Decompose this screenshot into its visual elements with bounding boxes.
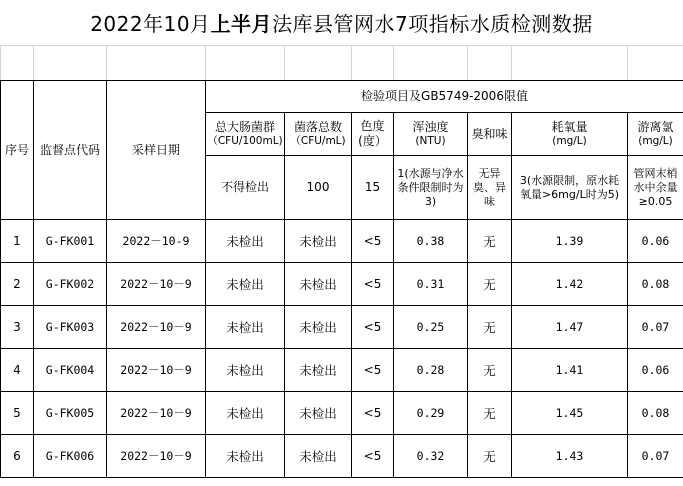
cell-seq[interactable]: 5 (1, 392, 34, 435)
cell-cod[interactable]: 1.43 (512, 435, 628, 478)
header-site-code[interactable]: 监督点代码 (34, 81, 107, 220)
title-month: 2022年10月 (90, 12, 211, 36)
water-quality-table (0, 45, 683, 478)
cell-chlorine[interactable]: 0.07 (628, 435, 683, 478)
title-half: 上半月 (210, 12, 273, 36)
cell-seq[interactable]: 3 (1, 306, 34, 349)
cell-chlorine[interactable]: 0.07 (628, 306, 683, 349)
limit-colony[interactable]: 100 (285, 156, 352, 220)
limit-odor[interactable]: 无异臭、异味 (468, 156, 512, 220)
cell-turbidity[interactable]: 0.29 (394, 392, 468, 435)
header-colony-name: 菌落总数 (293, 120, 342, 134)
cell-sample-date[interactable]: 2022－10－9 (107, 435, 206, 478)
header-coliform-unit: （CFU/100mL) (207, 135, 283, 147)
cell-odor[interactable]: 无 (468, 263, 512, 306)
header-turbidity-unit: (NTU) (415, 135, 446, 147)
limit-coliform[interactable]: 不得检出 (206, 156, 285, 220)
limit-cod[interactable]: 3(水源限制，原水耗氧量>6mg/L时为5) (512, 156, 628, 220)
cell-cod[interactable]: 1.41 (512, 349, 628, 392)
blank-cell[interactable] (34, 46, 107, 81)
limit-turbidity[interactable]: 1(水源与净水条件限制时为3) (394, 156, 468, 220)
header-color-name: 色度 (360, 119, 385, 133)
cell-odor[interactable]: 无 (468, 392, 512, 435)
cell-colony[interactable]: 未检出 (285, 306, 352, 349)
cell-chlorine[interactable]: 0.08 (628, 263, 683, 306)
cell-sample-date[interactable]: 2022－10－9 (107, 263, 206, 306)
cell-turbidity[interactable]: 0.32 (394, 435, 468, 478)
cell-colony[interactable]: 未检出 (285, 263, 352, 306)
header-chlorine-name: 游离氯 (637, 120, 674, 134)
blank-cell[interactable] (206, 46, 285, 81)
cell-cod[interactable]: 1.39 (512, 220, 628, 263)
cell-color[interactable]: <5 (352, 263, 394, 306)
cell-coliform[interactable]: 未检出 (206, 435, 285, 478)
cell-turbidity[interactable]: 0.31 (394, 263, 468, 306)
table-row (1, 392, 683, 435)
cell-colony[interactable]: 未检出 (285, 220, 352, 263)
cell-cod[interactable]: 1.45 (512, 392, 628, 435)
cell-color[interactable]: <5 (352, 435, 394, 478)
cell-site-code[interactable]: G-FK005 (34, 392, 107, 435)
cell-turbidity[interactable]: 0.38 (394, 220, 468, 263)
header-chlorine[interactable] (628, 113, 683, 156)
cell-odor[interactable]: 无 (468, 349, 512, 392)
group-header-row (1, 81, 683, 113)
blank-cell[interactable] (285, 46, 352, 81)
cell-site-code[interactable]: G-FK006 (34, 435, 107, 478)
header-sample-date[interactable]: 采样日期 (107, 81, 206, 220)
cell-chlorine[interactable]: 0.06 (628, 220, 683, 263)
cell-odor[interactable]: 无 (468, 306, 512, 349)
blank-cell[interactable] (512, 46, 628, 81)
cell-color[interactable]: <5 (352, 220, 394, 263)
cell-colony[interactable]: 未检出 (285, 392, 352, 435)
cell-site-code[interactable]: G-FK003 (34, 306, 107, 349)
limit-color[interactable]: 15 (352, 156, 394, 220)
cell-cod[interactable]: 1.42 (512, 263, 628, 306)
blank-cell[interactable] (628, 46, 683, 81)
cell-coliform[interactable]: 未检出 (206, 392, 285, 435)
header-odor[interactable] (468, 113, 512, 156)
cell-sample-date[interactable]: 2022－10-9 (107, 220, 206, 263)
header-odor-name: 臭和味 (471, 126, 508, 141)
header-turbidity-name: 浑浊度 (412, 120, 449, 134)
header-turbidity[interactable] (394, 113, 468, 156)
blank-cell[interactable] (352, 46, 394, 81)
table-row (1, 220, 683, 263)
table-row (1, 349, 683, 392)
blank-cell[interactable] (107, 46, 206, 81)
header-seq[interactable]: 序号 (1, 81, 34, 220)
cell-seq[interactable]: 6 (1, 435, 34, 478)
header-colony-unit: （CFU/mL) (290, 135, 346, 147)
blank-cell[interactable] (468, 46, 512, 81)
cell-seq[interactable]: 1 (1, 220, 34, 263)
cell-sample-date[interactable]: 2022－10－9 (107, 306, 206, 349)
cell-colony[interactable]: 未检出 (285, 435, 352, 478)
cell-turbidity[interactable]: 0.28 (394, 349, 468, 392)
header-test-items[interactable]: 检验项目及GB5749-2006限值 (206, 81, 683, 113)
cell-site-code[interactable]: G-FK001 (34, 220, 107, 263)
cell-coliform[interactable]: 未检出 (206, 220, 285, 263)
cell-site-code[interactable]: G-FK002 (34, 263, 107, 306)
blank-row (1, 46, 683, 81)
header-coliform[interactable] (206, 113, 285, 156)
cell-seq[interactable]: 2 (1, 263, 34, 306)
cell-sample-date[interactable]: 2022－10－9 (107, 392, 206, 435)
header-color-unit: (度） (358, 134, 387, 148)
cell-chlorine[interactable]: 0.08 (628, 392, 683, 435)
blank-cell[interactable] (394, 46, 468, 81)
cell-color[interactable]: <5 (352, 392, 394, 435)
cell-odor[interactable]: 无 (468, 435, 512, 478)
table-row (1, 263, 683, 306)
table-row (1, 306, 683, 349)
header-colony[interactable] (285, 113, 352, 156)
header-coliform-name: 总大肠菌群 (214, 120, 275, 134)
cell-coliform[interactable]: 未检出 (206, 306, 285, 349)
title-subject: 法库县管网水7项指标水质检测数据 (272, 12, 593, 36)
page-title (0, 0, 683, 45)
cell-colony[interactable]: 未检出 (285, 349, 352, 392)
header-chlorine-unit: (mg/L) (638, 135, 673, 147)
header-color[interactable] (352, 113, 394, 156)
cell-seq[interactable]: 4 (1, 349, 34, 392)
cell-color[interactable]: <5 (352, 349, 394, 392)
cell-sample-date[interactable]: 2022－10－9 (107, 349, 206, 392)
cell-chlorine[interactable]: 0.06 (628, 349, 683, 392)
limit-chlorine[interactable]: 管网末梢水中余量≥0.05 (628, 156, 683, 220)
blank-cell[interactable] (1, 46, 34, 81)
cell-color[interactable]: <5 (352, 306, 394, 349)
cell-coliform[interactable]: 未检出 (206, 349, 285, 392)
cell-odor[interactable]: 无 (468, 220, 512, 263)
cell-site-code[interactable]: G-FK004 (34, 349, 107, 392)
cell-turbidity[interactable]: 0.25 (394, 306, 468, 349)
header-cod-unit: (mg/L) (552, 135, 587, 147)
cell-cod[interactable]: 1.47 (512, 306, 628, 349)
cell-coliform[interactable]: 未检出 (206, 263, 285, 306)
header-cod[interactable] (512, 113, 628, 156)
header-cod-name: 耗氧量 (551, 120, 588, 134)
table-row (1, 435, 683, 478)
